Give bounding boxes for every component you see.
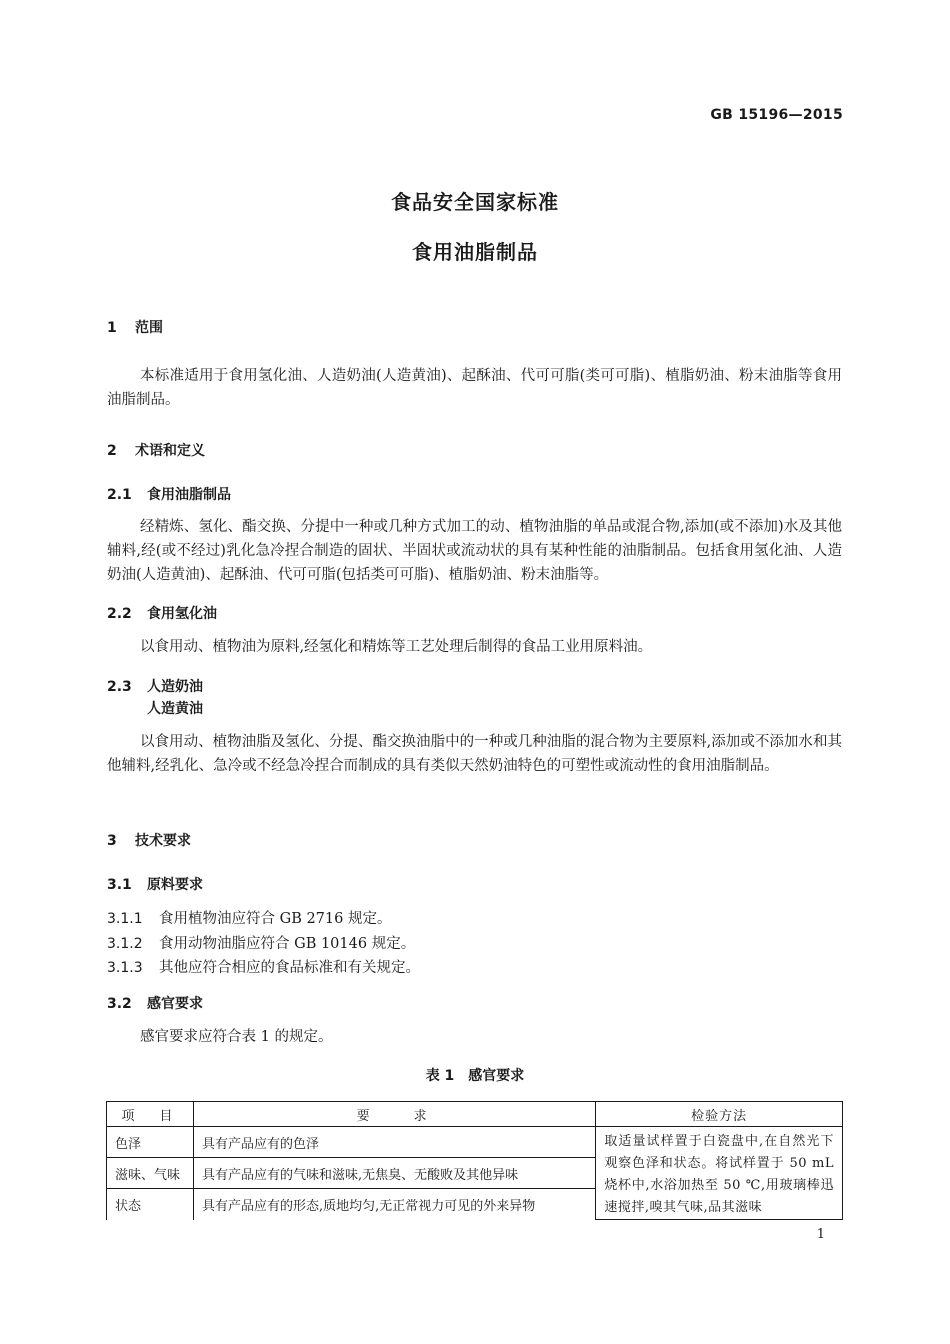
cell-item: 色泽 [107,1127,194,1158]
section-3-2-heading [107,993,203,1013]
sensory-requirements-table [106,1101,843,1220]
section-number: 2.3 [107,679,132,695]
header-method: 检验方法 [596,1102,843,1127]
section-number: 2.1 [107,487,132,503]
section-2-heading [107,440,205,460]
section-1-body: 本标准适用于食用氢化油、人造奶油(人造黄油)、起酥油、代可可脂(类可可脂)、植脂奶油、粉末油脂等食用油脂制品。 [107,368,842,408]
section-2-1-heading [107,484,231,504]
document-subtitle: 食用油脂制品 [412,240,538,264]
section-2-3-alt-term: 人造黄油 [147,701,203,717]
table-caption: 表 1 感官要求 [425,1068,525,1084]
section-title: 术语和定义 [135,443,205,459]
section-2-3-heading [107,676,203,696]
section-number: 2.2 [107,606,132,622]
cell-requirement: 具有产品应有的气味和滋味,无焦臭、无酸败及其他异味 [193,1158,595,1189]
list-item [107,956,420,977]
section-3-1-heading [107,874,203,894]
section-number: 1 [107,320,117,336]
item-text: 食用植物油应符合 GB 2716 规定。 [159,911,392,927]
cell-requirement: 具有产品应有的形态,质地均匀,无正常视力可见的外来异物 [193,1189,595,1220]
section-title: 原料要求 [147,877,203,893]
section-title: 范围 [135,320,163,336]
section-2-2-heading [107,603,217,623]
item-number: 3.1.1 [107,911,143,927]
item-text: 食用动物油脂应符合 GB 10146 规定。 [159,936,416,952]
table-row [107,1127,843,1158]
section-title: 人造奶油 [147,679,203,695]
section-3-heading [107,830,191,850]
cell-item: 状态 [107,1189,194,1220]
section-1-heading [107,317,163,337]
section-number: 2 [107,443,117,459]
header-requirement: 要 求 [193,1102,595,1127]
item-text: 其他应符合相应的食品标准和有关规定。 [159,960,420,976]
section-number: 3.1 [107,877,132,893]
cell-requirement: 具有产品应有的色泽 [193,1127,595,1158]
standard-code: GB 15196—2015 [710,107,843,123]
cell-item: 滋味、气味 [107,1158,194,1189]
header-item: 项 目 [107,1102,194,1127]
document-title: 食品安全国家标准 [391,190,559,214]
section-title: 食用氢化油 [147,606,217,622]
list-item [107,907,391,928]
section-2-3-body: 以食用动、植物油脂及氢化、分提、酯交换油脂中的一种或几种油脂的混合物为主要原料,添加或不添加水和其他辅料,经乳化、急冷或不经急冷捏合而制成的具有类似天然奶油特色的可塑性或流动性的食用油脂制品。 [107,734,842,774]
section-title: 技术要求 [135,833,191,849]
table-header-row [107,1102,843,1127]
section-2-1-body: 经精炼、氢化、酯交换、分提中一种或几种方式加工的动、植物油脂的单品或混合物,添加(或不添加)水及其他辅料,经(或不经过)乳化急冷捏合制造的固状、半固状或流动状的具有某种性能的油脂制品。包括食用氢化油、人造奶油(人造黄油)、起酥油、代可可脂(包括类可可脂)、植脂奶油、粉末油脂等。 [107,519,842,583]
section-3-2-body: 感官要求应符合表 1 的规定。 [140,1029,333,1045]
cell-method: 取适量试样置于白瓷盘中,在自然光下观察色泽和状态。将试样置于 50 mL 烧杯中,水浴加热至 50 ℃,用玻璃棒迅速搅拌,嗅其气味,品其滋味 [596,1127,843,1220]
section-number: 3.2 [107,996,132,1012]
list-item [107,932,415,953]
section-title: 感官要求 [147,996,203,1012]
page-number: 1 [816,1227,825,1242]
item-number: 3.1.3 [107,960,143,976]
section-number: 3 [107,833,117,849]
section-2-2-body: 以食用动、植物油为原料,经氢化和精炼等工艺处理后制得的食品工业用原料油。 [140,639,653,655]
item-number: 3.1.2 [107,936,143,952]
section-title: 食用油脂制品 [147,487,231,503]
